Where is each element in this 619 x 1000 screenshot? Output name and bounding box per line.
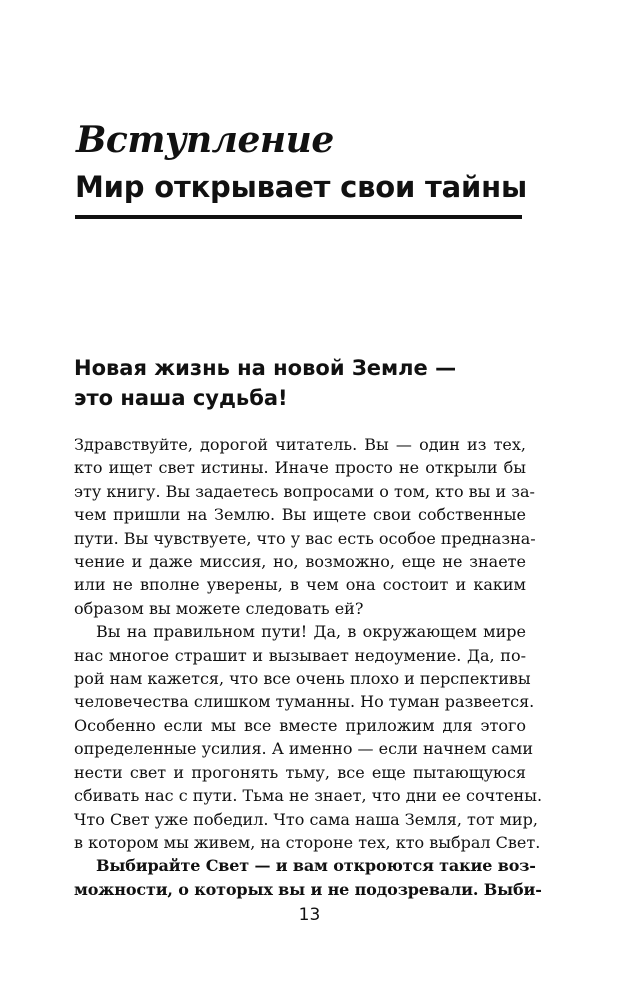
text-line: Вы на правильном пути! Да, в окружающем мире: [96, 622, 526, 642]
text-line: рой нам кажется, что все очень плохо и перспективы: [74, 669, 531, 689]
body-text: [74, 433, 543, 901]
title-divider: [75, 215, 522, 219]
text-line: Особенно если мы все вместе приложим для этого: [74, 715, 526, 735]
section-heading-line: это наша судьба!: [74, 386, 288, 410]
paragraph: [74, 620, 543, 854]
text-line: определенные усилия. А именно — если начнем сами: [74, 739, 534, 759]
section-heading: [74, 353, 524, 413]
text-line: можности, о которых вы и не подозревали. Выби-: [74, 879, 542, 899]
page-number: 13: [298, 905, 321, 925]
text-line: пути. Вы чувствуете, что у вас есть особое предназна-: [74, 528, 536, 548]
text-line: образом вы можете следовать ей?: [74, 598, 364, 618]
chapter-title: Мир открывает свои тайны: [75, 170, 527, 204]
text-line: Здравствуйте, дорогой читатель. Вы — один из тех,: [74, 435, 526, 454]
text-line: нести свет и прогонять тьму, все еще пытающуюся: [74, 762, 526, 782]
paragraph: [74, 433, 536, 620]
text-line: Что Свет уже победил. Что сама наша Земля, тот мир,: [74, 809, 538, 829]
text-line: Выбирайте Свет — и вам откроются такие воз-: [96, 856, 536, 876]
text-line: кто ищет свет истины. Иначе просто не открыли бы: [74, 458, 526, 478]
section-heading-line: Новая жизнь на новой Земле —: [74, 356, 457, 380]
text-line: чем пришли на Землю. Вы ищете свои собственные: [74, 505, 526, 525]
chapter-label: Вступление: [76, 119, 334, 161]
text-line: или не вполне уверены, в чем она состоит и каким: [74, 575, 526, 595]
text-line: человечества слишком туманны. Но туман развеется.: [74, 692, 535, 712]
text-line: нас многое страшит и вызывает недоумение. Да, по-: [74, 645, 526, 665]
text-line: эту книгу. Вы задаетесь вопросами о том, кто вы и за-: [74, 481, 535, 501]
text-line: чение и даже миссия, но, возможно, еще не знаете: [74, 552, 526, 572]
text-line: в котором мы живем, на стороне тех, кто выбрал Свет.: [74, 832, 541, 852]
paragraph: [74, 854, 542, 901]
text-line: сбивать нас с пути. Тьма не знает, что дни ее сочтены.: [74, 786, 543, 806]
